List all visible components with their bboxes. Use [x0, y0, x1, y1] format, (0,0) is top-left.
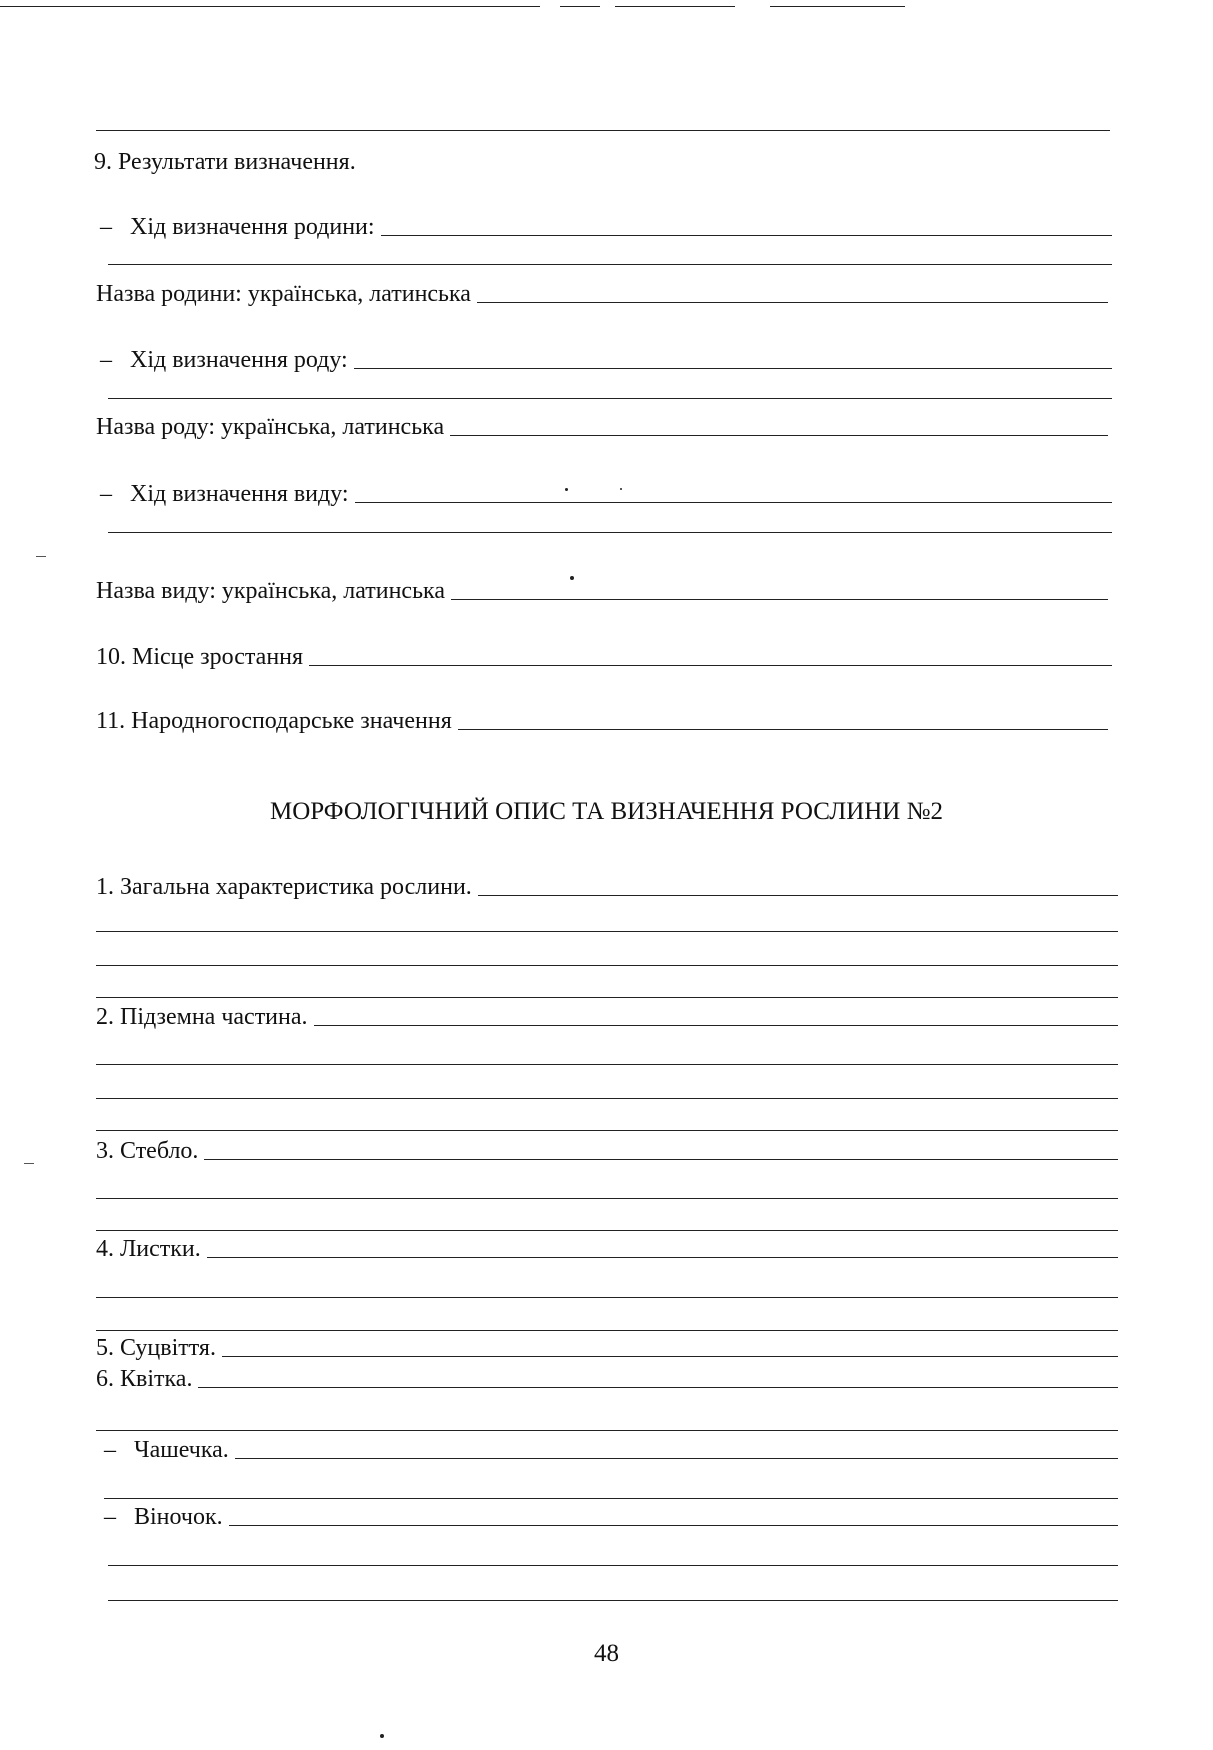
item-2-field[interactable] — [96, 1003, 1118, 1031]
item-4-label: 4. Листки. — [96, 1236, 201, 1262]
scan-speck — [565, 488, 568, 491]
section-10-field[interactable] — [96, 643, 1112, 671]
section-10-line[interactable] — [309, 665, 1112, 666]
item-3-label: 3. Стебло. — [96, 1138, 199, 1164]
item-4-field[interactable] — [96, 1235, 1118, 1263]
writing-line[interactable] — [104, 1498, 1118, 1499]
species-name-field[interactable] — [96, 577, 1108, 605]
scan-speck — [570, 576, 574, 580]
writing-line[interactable] — [96, 1430, 1118, 1431]
item-2-line[interactable] — [314, 1025, 1118, 1026]
calyx-label: Чашечка. — [134, 1437, 229, 1463]
page-number: 48 — [594, 1640, 619, 1667]
item-6-field[interactable] — [96, 1365, 1118, 1393]
writing-line[interactable] — [96, 1098, 1118, 1099]
item-6-label: 6. Квітка. — [96, 1366, 193, 1392]
writing-line[interactable] — [96, 1130, 1118, 1131]
writing-line[interactable] — [108, 1565, 1118, 1566]
scan-speck — [380, 1734, 384, 1738]
writing-line[interactable] — [108, 398, 1112, 399]
writing-line[interactable] — [96, 931, 1118, 932]
species-name-line[interactable] — [451, 599, 1108, 600]
writing-line[interactable] — [96, 1297, 1118, 1298]
corolla-line[interactable] — [229, 1525, 1118, 1526]
writing-line[interactable] — [96, 965, 1118, 966]
item-5-label: 5. Суцвіття. — [96, 1335, 216, 1361]
top-edge-line — [770, 6, 905, 7]
calyx-field[interactable]: – Чашечка. — [104, 1436, 1118, 1464]
writing-line — [96, 130, 1110, 131]
item-6-line[interactable] — [198, 1387, 1118, 1388]
corolla-label: Віночок. — [134, 1504, 223, 1530]
item-5-field[interactable] — [96, 1334, 1118, 1362]
top-edge-line — [0, 6, 540, 7]
family-name-field[interactable] — [96, 280, 1108, 308]
writing-line[interactable] — [108, 1600, 1118, 1601]
scan-speck — [620, 488, 622, 490]
writing-line[interactable] — [96, 1198, 1118, 1199]
genus-course-field[interactable]: – Хід визначення роду: — [100, 346, 1112, 374]
writing-line[interactable] — [108, 264, 1112, 265]
top-edge-line — [615, 6, 735, 7]
family-name-label: Назва родини: українська, латинська — [96, 281, 471, 307]
item-2-label: 2. Підземна частина. — [96, 1004, 308, 1030]
section-heading: МОРФОЛОГІЧНИЙ ОПИС ТА ВИЗНАЧЕННЯ РОСЛИНИ №2 — [270, 798, 943, 825]
family-course-label: Хід визначення родини: — [130, 214, 375, 240]
species-course-line[interactable] — [355, 502, 1112, 503]
genus-course-line[interactable] — [354, 368, 1112, 369]
genus-course-label: Хід визначення роду: — [130, 347, 348, 373]
item-4-line[interactable] — [207, 1257, 1118, 1258]
scan-mark — [36, 556, 46, 557]
corolla-field[interactable]: – Віночок. — [104, 1503, 1118, 1531]
writing-line[interactable] — [96, 1230, 1118, 1231]
item-5-line[interactable] — [222, 1356, 1118, 1357]
section-11-field[interactable] — [96, 707, 1108, 735]
item-3-field[interactable] — [96, 1137, 1118, 1165]
section-10-label: 10. Місце зростання — [96, 644, 304, 670]
writing-line[interactable] — [96, 997, 1118, 998]
family-name-line[interactable] — [477, 302, 1108, 303]
calyx-line[interactable] — [235, 1458, 1118, 1459]
item-1-line[interactable] — [478, 895, 1118, 896]
section-11-line[interactable] — [458, 729, 1108, 730]
species-course-label: Хід визначення виду: — [130, 481, 349, 507]
item-1-field[interactable] — [96, 873, 1118, 901]
scan-mark — [24, 1163, 34, 1164]
item-3-line[interactable] — [204, 1159, 1118, 1160]
section-9-title: 9. Результати визначення. — [94, 149, 356, 175]
writing-line[interactable] — [96, 1064, 1118, 1065]
family-course-field[interactable]: – Хід визначення родини: — [100, 213, 1112, 241]
section-11-label: 11. Народногосподарське значення — [96, 708, 452, 734]
writing-line[interactable] — [96, 1330, 1118, 1331]
item-1-label: 1. Загальна характеристика рослини. — [96, 874, 472, 900]
species-course-field[interactable]: – Хід визначення виду: — [100, 480, 1112, 508]
family-course-line[interactable] — [381, 235, 1112, 236]
genus-name-label: Назва роду: українська, латинська — [96, 414, 445, 440]
genus-name-line[interactable] — [450, 435, 1108, 436]
genus-name-field[interactable] — [96, 413, 1108, 441]
writing-line[interactable] — [108, 532, 1112, 533]
species-name-label: Назва виду: українська, латинська — [96, 578, 445, 604]
top-edge-line — [560, 6, 600, 7]
